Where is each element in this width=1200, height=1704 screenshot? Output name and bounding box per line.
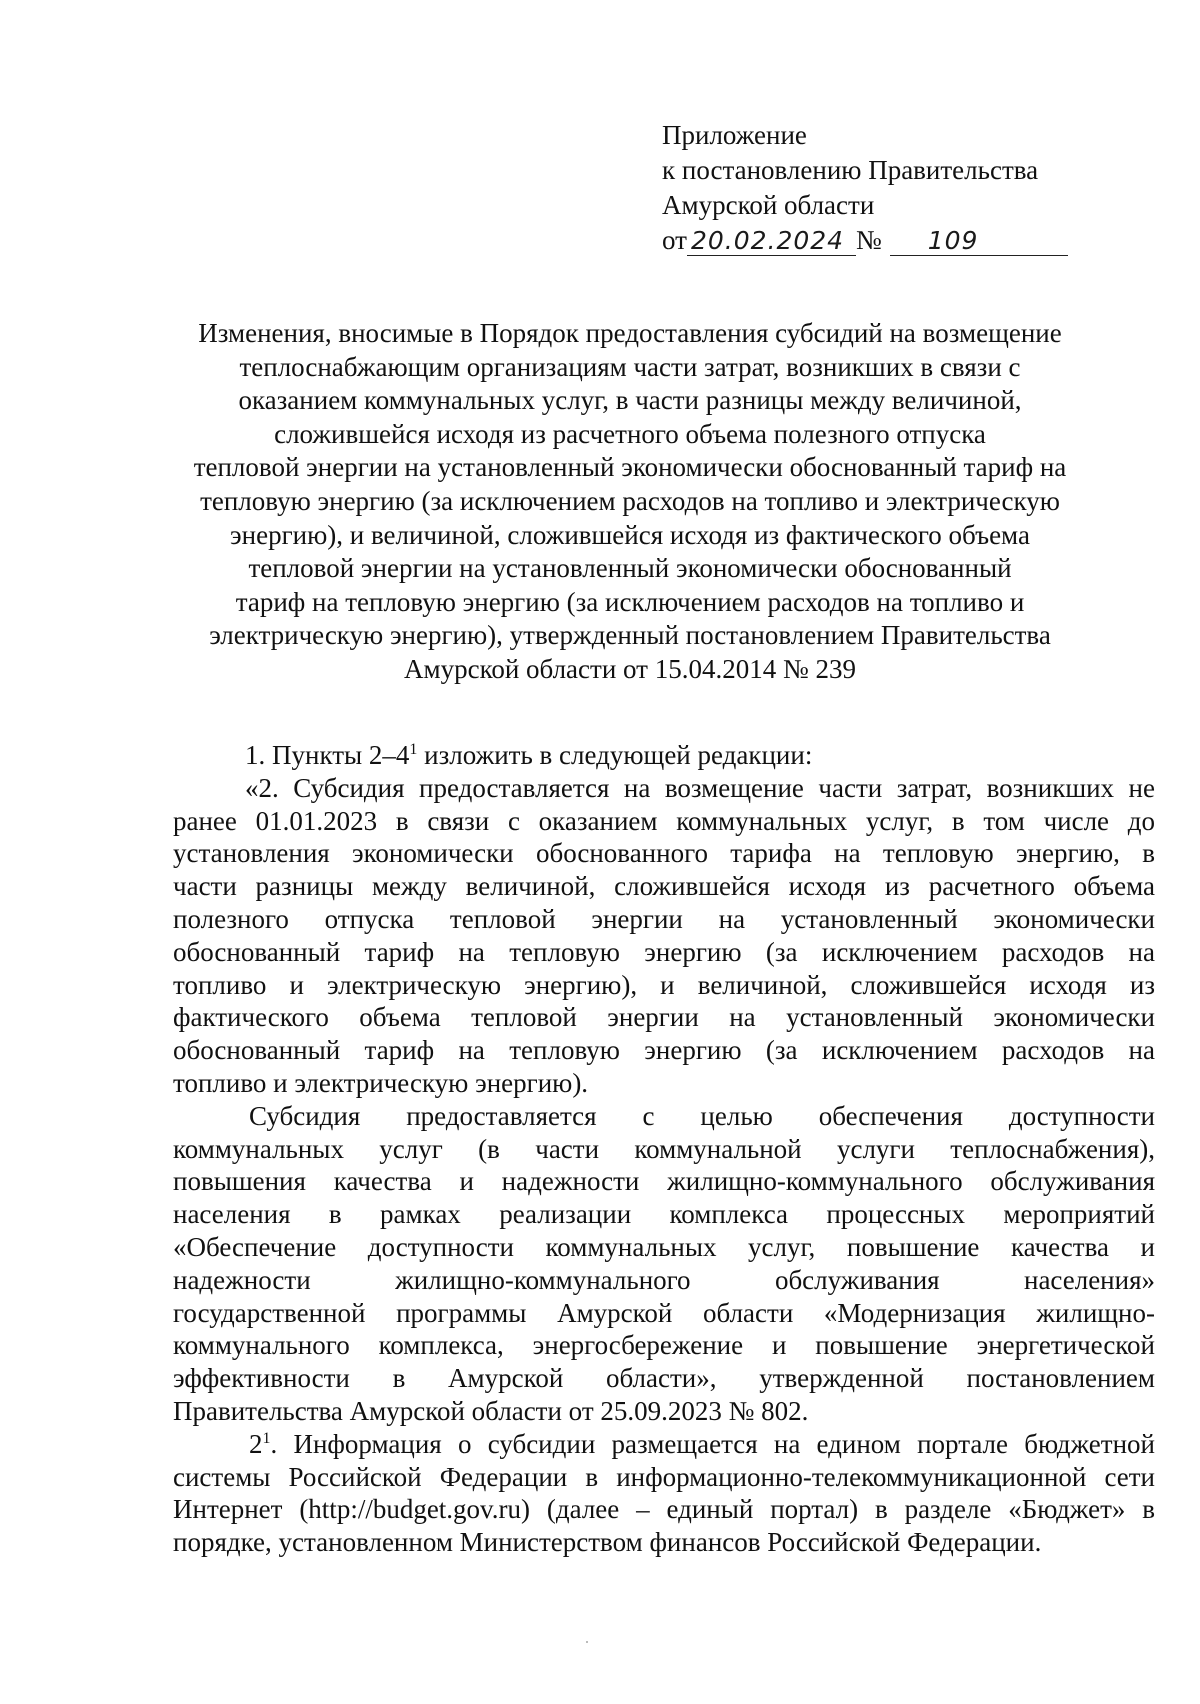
scan-speck bbox=[586, 1641, 588, 1643]
paragraph-3-line: повышения качества и надежности жилищно-коммунального обслуживания bbox=[173, 1166, 1155, 1197]
paragraph-2-line: обоснованный тариф на тепловую энергию (за исключением расходов на bbox=[173, 936, 1155, 967]
handwritten-date: 20.02.2024 bbox=[690, 226, 845, 255]
paragraph-3-line: «Обеспечение доступности коммунальных услуг, повышение качества и bbox=[173, 1231, 1155, 1262]
paragraph-3-line: надежности жилищно-коммунального обслуживания населения» bbox=[173, 1264, 1155, 1295]
paragraph-2-line: обоснованный тариф на тепловую энергию (за исключением расходов на bbox=[173, 1035, 1155, 1066]
paragraph-3-line: Субсидия предоставляется с целью обеспечения доступности bbox=[249, 1100, 1155, 1131]
item-1-heading: 1. Пункты $2-4^1$ изложить в следующей редакции: bbox=[245, 740, 813, 770]
number-label: № bbox=[855, 225, 882, 255]
handwritten-number: 109 bbox=[927, 226, 979, 255]
paragraph-2-line: части разницы между величиной, сложившейся исходя из расчетного объема bbox=[173, 871, 1155, 902]
paragraph-2-line: «2. Субсидия предоставляется на возмещение части затрат, возникших не bbox=[245, 772, 1155, 803]
paragraph-2-1-first-line: $2^1$. Информация о субсидии размещается на едином портале бюджетной bbox=[249, 1428, 1155, 1459]
title-line: тепловой энергии на установленный экономически обоснованный bbox=[248, 553, 1012, 584]
paragraph-2-1-line: системы Российской Федерации в информационно-телекоммуникационной сети bbox=[173, 1461, 1155, 1492]
paragraph-2-line: ранее 01.01.2023 в связи с оказанием коммунальных услуг, в том числе до bbox=[173, 805, 1155, 836]
title-line: Амурской области от 15.04.2014 № 239 bbox=[404, 653, 856, 684]
appendix-date-line bbox=[662, 223, 1068, 258]
paragraph-2-1-line: Интернет (http://budget.gov.ru) (далее – единый портал) в разделе «Бюджет» в bbox=[173, 1494, 1155, 1525]
paragraph-2-line: установления экономически обоснованного тарифа на тепловую энергию, в bbox=[173, 838, 1155, 869]
title-line: тепловую энергию (за исключением расходов на топливо и электрическую bbox=[200, 485, 1060, 516]
paragraph-2-line: топливо и электрическую энергию), и величиной, сложившейся исходя из bbox=[173, 969, 1155, 1000]
title-line: тариф на тепловую энергию (за исключением расходов на топливо и bbox=[235, 586, 1025, 617]
paragraph-3-line: населения в рамках реализации комплекса процессных мероприятий bbox=[173, 1199, 1155, 1230]
paragraph-2-line: фактического объема тепловой энергии на установленный экономически bbox=[173, 1002, 1155, 1033]
paragraph-2-line: топливо и электрическую энергию). bbox=[173, 1067, 589, 1098]
appendix-title: Приложение bbox=[662, 120, 807, 150]
title-line: тепловой энергии на установленный экономически обоснованный тариф на bbox=[193, 452, 1067, 483]
appendix-line-resolution: к постановлению Правительства bbox=[662, 155, 1039, 185]
date-prefix: от bbox=[662, 225, 687, 255]
document-body bbox=[173, 739, 1155, 1559]
superscript: 1 bbox=[409, 741, 418, 758]
paragraph-2-1-line: порядке, установленном Министерством финансов Российской Федерации. bbox=[173, 1527, 1042, 1558]
document-title bbox=[170, 317, 1090, 687]
appendix-block bbox=[662, 118, 1068, 258]
paragraph-3-line: коммунальных услуг (в части коммунальной услуги теплоснабжения), bbox=[173, 1133, 1155, 1164]
title-line: теплоснабжающим организациям части затрат, возникших в связи с bbox=[239, 351, 1021, 382]
title-line: электрическую энергию), утвержденный постановлением Правительства bbox=[209, 620, 1051, 651]
title-line: Изменения, вносимые в Порядок предоставления субсидий на возмещение bbox=[198, 318, 1062, 348]
superscript: 1 bbox=[262, 1429, 271, 1447]
title-line: энергию), и величиной, сложившейся исходя из фактического объема bbox=[230, 519, 1030, 550]
title-line: оказанием коммунальных услуг, в части разницы между величиной, bbox=[238, 385, 1022, 416]
title-line: сложившейся исходя из расчетного объема полезного отпуска bbox=[274, 418, 986, 449]
appendix-line-region: Амурской области bbox=[662, 190, 875, 220]
paragraph-3-line: Правительства Амурской области от 25.09.2023 № 802. bbox=[173, 1395, 809, 1426]
paragraph-3-line: эффективности в Амурской области», утвержденной постановлением bbox=[173, 1363, 1155, 1394]
paragraph-3-line: государственной программы Амурской области «Модернизация жилищно- bbox=[173, 1297, 1155, 1328]
paragraph-3-line: коммунального комплекса, энергосбережение и повышение энергетической bbox=[173, 1330, 1155, 1361]
paragraph-2-line: полезного отпуска тепловой энергии на установленный экономически bbox=[173, 903, 1155, 934]
